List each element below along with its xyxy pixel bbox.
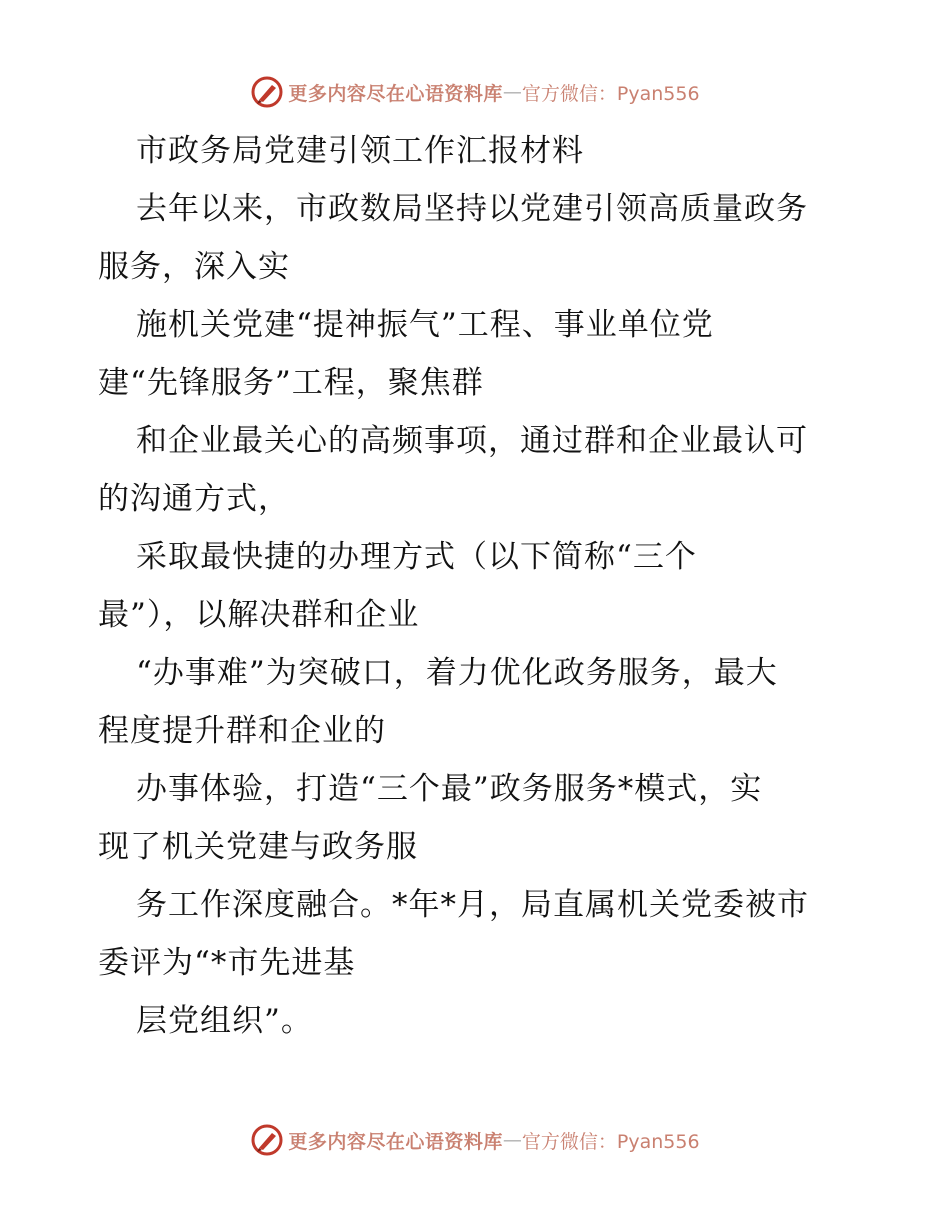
document-title: 市政务局党建引领工作汇报材料 [136, 133, 584, 169]
text-line: 现了机关党建与政务服 [98, 829, 418, 865]
watermark-separator: — [502, 1129, 522, 1151]
watermark-text: 更多内容尽在心语资料库 [288, 82, 503, 105]
text-line: “办事难”为突破口，着力优化政务服务，最大 [136, 655, 778, 691]
text-line: 服务，深入实 [98, 249, 290, 285]
text-line: 层党组织”。 [136, 1003, 313, 1039]
watermark-separator: — [502, 81, 522, 103]
watermark-wechat: 官方微信：Pyan556 [521, 82, 700, 105]
text-line: 务工作深度融合。*年*月，局直属机关党委被市 [136, 887, 809, 923]
text-line: 办事体验，打造“三个最”政务服务*模式，实 [136, 771, 763, 807]
watermark-wechat: 官方微信：Pyan556 [521, 1130, 700, 1153]
pen-logo-icon [250, 1123, 284, 1157]
text-line: 最”），以解决群和企业 [98, 597, 420, 633]
text-line: 去年以来，市政数局坚持以党建引领高质量政务 [136, 191, 808, 227]
text-line: 和企业最关心的高频事项，通过群和企业最认可 [136, 423, 808, 459]
pen-logo-icon [250, 75, 284, 109]
text-line: 建“先锋服务”工程，聚焦群 [98, 365, 484, 401]
header-watermark [0, 72, 950, 112]
document-body [98, 122, 868, 1050]
text-line: 的沟通方式， [98, 481, 290, 517]
text-line: 委评为“*市先进基 [98, 945, 356, 981]
text-line: 程度提升群和企业的 [98, 713, 386, 749]
footer-watermark [0, 1120, 950, 1160]
watermark-text: 更多内容尽在心语资料库 [288, 1130, 503, 1153]
text-line: 采取最快捷的办理方式（以下简称“三个 [136, 539, 697, 575]
text-line: 施机关党建“提神振气”工程、事业单位党 [136, 307, 714, 343]
